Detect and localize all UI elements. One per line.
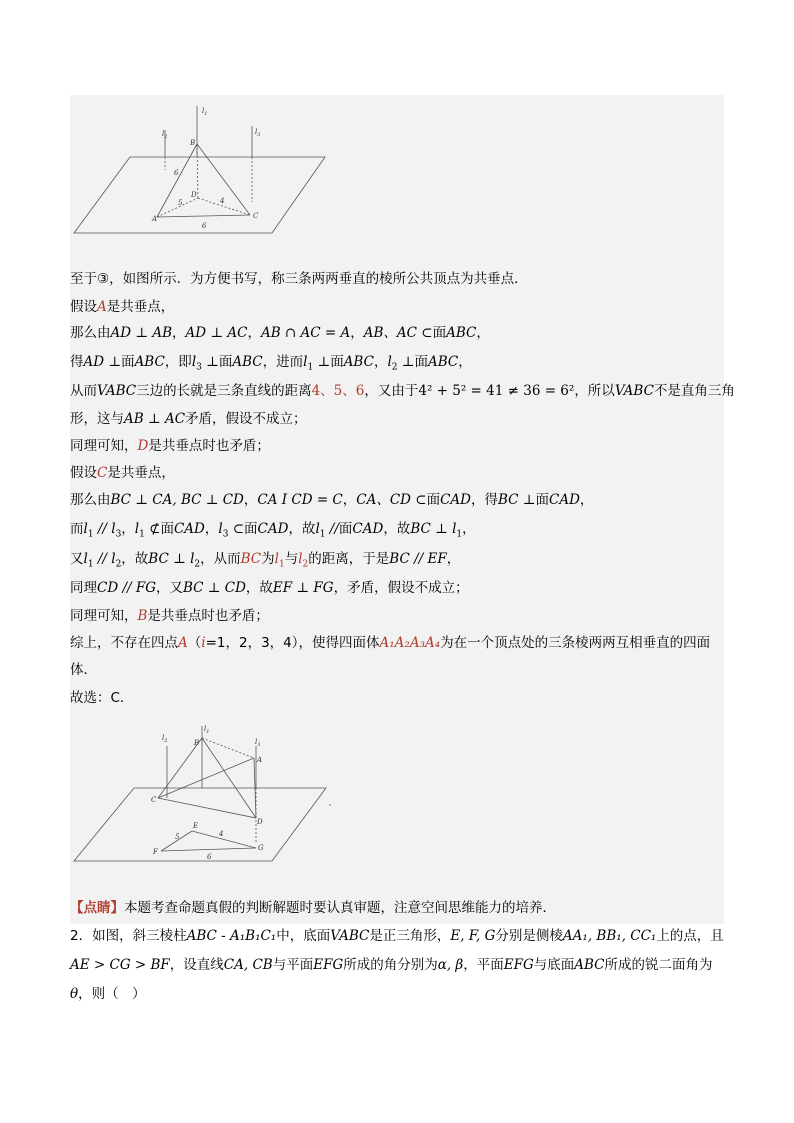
- svg-text:B: B: [190, 139, 196, 147]
- text-line-4: 得AD ⊥面ABC，即$l_3$ ⊥面ABC，进而$l_1$ ⊥面ABC，$l_2$ ⊥面ABC，: [70, 354, 472, 373]
- svg-text:5: 5: [178, 199, 183, 207]
- text-line-2: 假设A是共垂点，: [70, 299, 175, 315]
- figure-2-perpendicular-lines: [72, 718, 334, 864]
- edge-CD: [158, 798, 256, 818]
- svg-text:l1: $l_1$: [204, 725, 210, 735]
- svg-text:6: 6: [174, 169, 179, 177]
- svg-text:G: G: [258, 844, 264, 852]
- svg-text:4: 4: [219, 830, 224, 838]
- svg-text:C: C: [151, 796, 157, 804]
- text-line-7: 同理可知，D是共垂点时也矛盾；: [70, 438, 270, 454]
- text-line-19: AE > CG > BF，设直线CA, CB与平面EFG所成的角分别为α, β，平面EFG与底面ABC所成的锐二面角为: [70, 957, 713, 973]
- text-line-20: θ，则（ ）: [70, 986, 146, 1002]
- text-line-14: 综上，不存在四点A（i=1，2，3，4），使得四面体A₁A₂A₃A₄为在一个顶点处的三条棱两两互相垂直的四面: [70, 635, 711, 651]
- svg-text:4: 4: [220, 197, 225, 205]
- text-line-12: 同理CD // FG，又BC ⊥ CD，故EF ⊥ FG，矛盾，假设不成立；: [70, 580, 469, 596]
- text-line-13: 同理可知，B是共垂点时也矛盾；: [70, 608, 269, 624]
- svg-text:5: 5: [175, 833, 180, 841]
- text-line-15: 体．: [70, 662, 97, 678]
- svg-text:l3: $l_3$: [255, 738, 261, 748]
- svg-text:D: D: [191, 191, 197, 199]
- text-line-10: 而$l_1 // l_3$，$l_1$ ⊄面CAD，$l_3$ ⊂面CAD，故$l_1$ //面CAD，故BC ⊥ $l_1$，: [70, 521, 476, 540]
- text-line-11: 又$l_1 // l_2$，故BC ⊥ $l_2$，从而BC为$l_1$与$l_2$的距离，于是BC // EF，: [70, 551, 461, 570]
- svg-text:A: A: [257, 756, 263, 764]
- text-line-17: 【点睛】本题考查命题真假的判断解题时要认真审题，注意空间思维能力的培养．: [70, 900, 556, 916]
- svg-text:C: C: [253, 212, 259, 220]
- edge-BD: [202, 738, 256, 818]
- svg-text:D: D: [257, 818, 263, 826]
- edge-FG: [161, 848, 256, 851]
- svg-text:l1: $l_1$: [202, 107, 208, 117]
- text-line-16: 故选：C．: [70, 690, 134, 706]
- edge-AC: [157, 215, 250, 217]
- svg-text:6: 6: [202, 222, 207, 230]
- svg-text:E: E: [193, 822, 199, 830]
- svg-text:B: B: [194, 739, 200, 747]
- svg-text:A: A: [152, 215, 158, 223]
- text-line-9: 那么由BC ⊥ CA, BC ⊥ CD，CA I CD = C，CA、CD ⊂面CAD，得BC ⊥面CAD，: [70, 492, 594, 508]
- svg-text:6: 6: [207, 853, 212, 861]
- svg-text:l2: $l_2$: [162, 734, 168, 744]
- svg-text:l3: $l_3$: [255, 128, 261, 138]
- text-line-5: 从而VABC三边的长就是三条直线的距离4、5、6，又由于4² + 5² = 41 ≠ 36 = 6²，所以VABC不是直角三角: [70, 383, 735, 399]
- plane-outline: [74, 157, 325, 233]
- svg-text:l2: $l_2$: [162, 130, 168, 140]
- text-line-8: 假设C是共垂点，: [70, 465, 175, 481]
- svg-text:F: F: [153, 848, 158, 856]
- text-line-3: 那么由AD ⊥ AB，AD ⊥ AC，AB ∩ AC = A，AB、AC ⊂面ABC，: [70, 325, 490, 341]
- edge-EG: [192, 831, 256, 848]
- text-line-18: 2．如图，斜三棱柱ABC - A₁B₁C₁中，底面VABC是正三角形，E, F, G分别是侧棱AA₁, BB₁, CC₁上的点，且: [70, 928, 724, 944]
- edge-BA: [157, 144, 197, 217]
- text-line-1: 至于③，如图所示．为方便书写，称三条两两垂直的棱所公共顶点为共垂点．: [70, 271, 528, 287]
- text-line-6: 形，这与AB ⊥ AC矛盾，假设不成立；: [70, 411, 307, 427]
- figure-1-perpendicular-lines: [72, 102, 328, 238]
